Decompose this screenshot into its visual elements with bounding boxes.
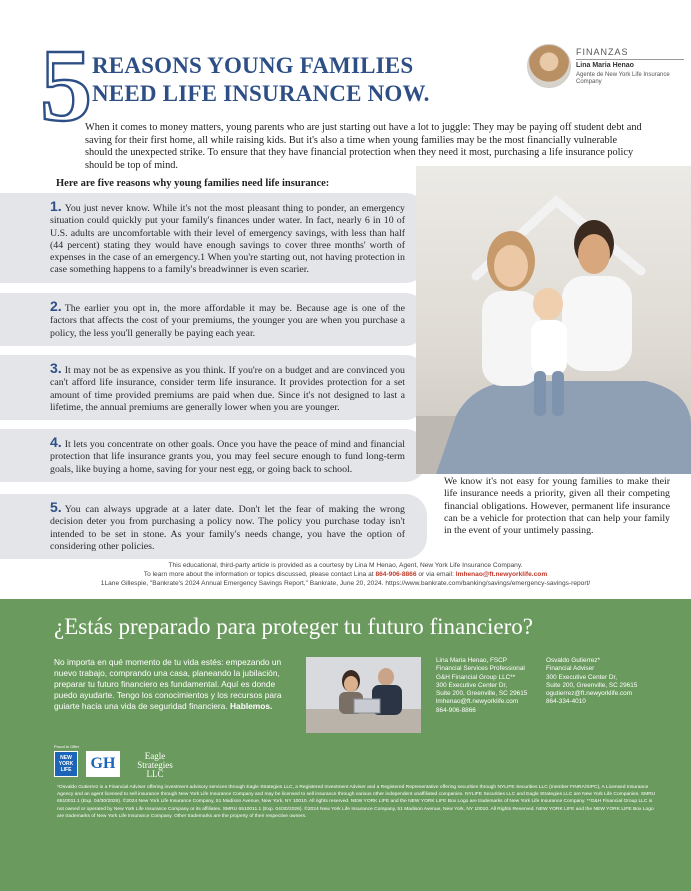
reason-number: 3. xyxy=(50,360,62,376)
promo-body-text: No importa en qué momento de tu vida estés: empezando un nuevo trabajo, comprando una casa, planeando la jubilación, preparar tu futuro financiero es fundamental. Aquí es donde puedo ayudarte. Tengo los conocimientos y los recursos para guiarte hacia una vida de seguridad financiera. xyxy=(54,657,282,711)
title-line-2: NEED LIFE INSURANCE NOW. xyxy=(92,81,430,106)
eagle-logo-line-1: Eagle xyxy=(144,751,166,761)
contact-osvaldo-address: 300 Executive Center Dr, xyxy=(546,673,618,681)
eagle-strategies-logo xyxy=(130,752,180,779)
contact-intro: To learn more about the information or topics discussed, please contact Lina at xyxy=(143,571,376,578)
eagle-logo-line-3: LLC xyxy=(146,769,164,779)
contact-osvaldo-name: Osvaldo Gutierrez* xyxy=(546,657,600,664)
contact-osvaldo-title: Financial Adviser xyxy=(546,665,595,673)
contact-osvaldo-city: Suite 200, Greenville, SC 29615 xyxy=(546,681,638,689)
sidebar-paragraph: We know it's not easy for young families to make their life insurance needs a priority, given all their competing financial obligations. However, permanent life insurance can be a vehicle for protection that can help your family in the event of your untimely passing. xyxy=(444,476,670,537)
reason-text: You can always upgrade at a later date. Don't let the fear of making the wrong decision deter you from purchasing a policy now. The policy you purchase today isn't intended to be set in stone. As your family's needs change, you have the option of considering other policies. xyxy=(50,504,405,552)
reason-2 xyxy=(0,293,427,346)
footnote: 1Lane Gillespie, "Bankrate's 2024 Annual Emergency Savings Report," Bankrate, June 20, 2024. https://www.bankrate.com/banking/savings/emergency-savings-report/ xyxy=(100,580,591,587)
promo-headline: ¿Estás preparado para proteger tu futuro financiero? xyxy=(54,614,533,639)
contact-lina-title: Financial Services Professional xyxy=(436,665,525,673)
reason-text: You just never know. While it's not the most pleasant thing to ponder, an emergency situation could quickly put your family's finances under water. In fact, nearly 6 in 10 of U.S. adults are uncomfortable with their level of emergency savings, with less than half (44 percent) stating they would have enough savings to cover three months' worth of expenses in the case of an emergency.1 When you're starting out, not having protection in case something happens to a family's breadwinner is even scarier. xyxy=(50,203,405,276)
promo-body xyxy=(54,657,294,712)
reason-number: 2. xyxy=(50,298,62,314)
contact-lina-name: Lina Maria Henao, FSCP xyxy=(436,657,508,664)
author-name: Lina Maria Henao xyxy=(576,62,634,69)
reason-1 xyxy=(0,193,427,283)
courtesy-line: This educational, third-party article is provided as a courtesy by Lina M Henao, Agent, New York Life Insurance Company. xyxy=(168,562,523,569)
author-block xyxy=(527,44,687,94)
family-illustration xyxy=(416,166,691,474)
reason-text: The earlier you opt in, the more affordable it may be. Because age is one of the factors that affects the cost of your premiums, the younger you are when you purchase a policy, the less you'll generally be paying each year. xyxy=(50,303,405,339)
family-photo xyxy=(416,166,691,474)
logo-caption: Proud to Offer xyxy=(54,744,80,749)
promo-section xyxy=(0,599,691,891)
avatar xyxy=(527,44,571,88)
contact-lina-email[interactable]: lmhenao@ft.newyorklife.com xyxy=(436,698,519,706)
contact-mid: or via email: xyxy=(416,571,456,578)
reason-number: 5. xyxy=(50,499,62,515)
advisors-illustration xyxy=(306,657,421,733)
article-title xyxy=(92,52,430,108)
new-york-life-logo: NEW YORK LIFE xyxy=(54,751,78,777)
reason-text: It may not be as expensive as you think. If you're on a budget and are convinced you can't afford life insurance, consider term life insurance. It provides protection for a set amount of time provided premiums are paid when due. Since it's not designed to last a lifetime, the annual premiums are generally lower when you are younger. xyxy=(50,365,405,413)
author-role: Agente de New York Life Insurance Company xyxy=(576,72,670,85)
contact-email[interactable]: lmhenao@ft.newyorklife.com xyxy=(455,571,548,578)
reason-number: 1. xyxy=(50,198,62,214)
big-five-numeral xyxy=(38,36,98,128)
section-label: FINANZAS xyxy=(576,47,684,60)
reasons-lead: Here are five reasons why young families need life insurance: xyxy=(56,178,330,189)
title-line-1: REASONS YOUNG FAMILIES xyxy=(92,53,414,78)
reason-3 xyxy=(0,355,427,420)
promo-cta: Hablemos. xyxy=(230,701,273,711)
contact-lina-firm: G&H Financial Group LLC** xyxy=(436,673,516,681)
reason-number: 4. xyxy=(50,434,62,450)
contact-lina-address: 300 Executive Center Dr, xyxy=(436,681,508,689)
contact-osvaldo-email[interactable]: ogutierrez@ft.newyorklife.com xyxy=(546,690,633,698)
contact-phone[interactable]: 864-906-8866 xyxy=(375,571,417,578)
contact-lina-city: Suite 200, Greenville, SC 29615 xyxy=(436,690,528,698)
contact-line xyxy=(0,571,691,580)
eagle-logo-line-2: Strategies xyxy=(137,760,173,770)
svg-text:5: 5 xyxy=(40,36,92,128)
intro-paragraph: When it comes to money matters, young parents who are just starting out have a lot to juggle: They may be paying off student debt and saving for their first home, all while raising kids. But it's also a time when young families may be the most financially vulnerable should the unexpected strike. To ensure that they have financial protection when they need it most, purchasing a life insurance policy should be top of mind. xyxy=(85,122,642,171)
contact-lina-phone[interactable]: 864-906-8866 xyxy=(436,706,476,714)
reason-text: It lets you concentrate on other goals. Once you have the peace of mind and financial protection that life insurance grants you, you may feel secure enough to fund long-term goals, like buying a home, saving for your nest egg, or going back to school. xyxy=(50,439,405,475)
contact-card-lina xyxy=(436,657,546,715)
reason-5 xyxy=(0,494,427,559)
contact-card-osvaldo xyxy=(546,657,666,707)
reason-4 xyxy=(0,429,427,482)
contact-osvaldo-phone[interactable]: 864-334-4010 xyxy=(546,698,586,706)
advisors-photo xyxy=(306,657,421,733)
gh-financial-logo: GH xyxy=(86,751,120,777)
legal-fine-print: *Osvaldo Gutierrez is a Financial Adviser offering investment advisory services through Eagle Strategies LLC, a Registered Investment Adviser and a Registered Representative offering securities through NYLIFE Securities LLC (member FINRA/SIPC), A Licensed Insurance Agency and an agent licensed to sell insurance through New York Life Insurance Company and may be licensed to sell insurance through various other independent unaffiliated companies. NYLIFE Securities LLC and Eagle Strategies LLC are New York Life Companies. SMRU 6510011.1 (Exp. 04/30/2026). ©2024 New York Life Insurance Company, 51 Madison Avenue, New York, NY 10010. All rights reserved. NEW YORK LIFE and the NEW YORK LIFE Box Logo are trademarks of New York Life Insurance Company. **G&H Financial Group LLC is not owned or operated by New York Life Insurance Company or its affiliates. SMRU 6510011.1 (Exp. 04/30/2026). ©2024 New York Life Insurance Company, 51 Madison Avenue, New York, NY 10010. All Rights Reserved. NEW YORK LIFE and the NEW YORK LIFE Box Logo are trademarks of New York Life Insurance Company. Other trademarks are the property of their respective owners. xyxy=(57,785,656,819)
